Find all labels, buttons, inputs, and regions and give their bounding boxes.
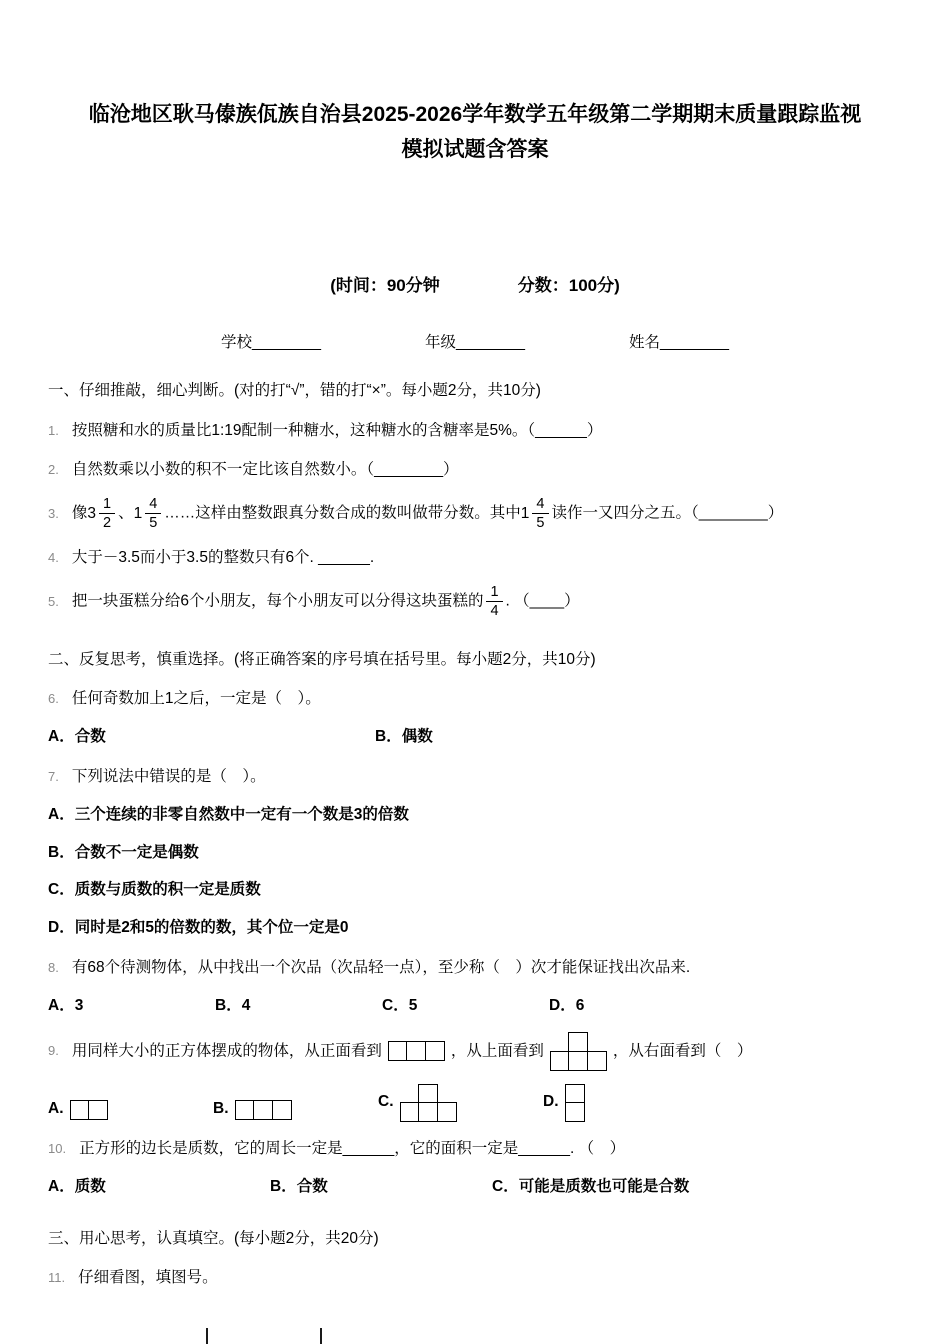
option-b: B．4 <box>215 997 251 1015</box>
fraction-1-4 <box>486 583 502 620</box>
student-info-line <box>48 330 902 352</box>
question-3-number: 3. <box>48 505 59 521</box>
question-8 <box>48 954 902 981</box>
question-11-number: 11. <box>48 1270 66 1286</box>
paper-title-line2: 模拟试题含答案 <box>401 137 549 161</box>
figure-edge <box>320 1328 322 1344</box>
option-d-label: D. <box>543 1093 559 1111</box>
question-5-text-2: . （____） <box>505 592 580 610</box>
option-c <box>378 1084 543 1123</box>
fraction <box>145 495 161 532</box>
section-3-heading: 三、用心思考，认真填空。(每小题2分，共20分) <box>48 1229 379 1247</box>
question-7-option-a: A．三个连续的非零自然数中一定有一个数是3的倍数 <box>48 805 409 823</box>
question-10-options <box>48 1175 902 1200</box>
fraction-numerator: 4 <box>532 495 548 514</box>
paper-title-line1: 临沧地区耿马傣族佤族自治县2025-2026学年数学五年级第二学期期末质量跟踪监视 <box>88 103 862 126</box>
option-a <box>48 1097 213 1122</box>
mixed-fraction-1-4-5-b <box>521 495 552 532</box>
option-d <box>543 1084 591 1123</box>
fraction <box>99 495 115 532</box>
option-b <box>213 1097 378 1122</box>
option-d: D．6 <box>549 997 585 1015</box>
question-1-number: 1. <box>48 422 59 438</box>
option-b: B．合数 <box>270 1178 328 1196</box>
question-10-text: 正方形的边长是质数，它的周长一定是______，它的面积一定是______. （ ） <box>79 1140 626 1157</box>
question-9-number: 9. <box>48 1043 59 1059</box>
top-view-shape <box>550 1032 607 1071</box>
question-7-option-b: B．合数不一定是偶数 <box>48 843 199 861</box>
question-7-number: 7. <box>48 768 59 784</box>
question-8-text: 有68个待测物体，从中找出一个次品（次品轻一点），至少称（ ）次才能保证找出次品来. <box>71 959 691 977</box>
option-c: C．可能是质数也可能是合数 <box>492 1178 690 1196</box>
fraction-denominator: 5 <box>536 515 545 531</box>
option-a-shape <box>70 1100 109 1120</box>
question-3-text-2: ……这样由整数跟真分数合成的数叫做带分数。其中 <box>164 504 521 522</box>
question-3-separator: 、 <box>118 504 134 522</box>
question-3-text-3: 读作一又四分之五。（________） <box>551 504 784 522</box>
question-10-number: 10. <box>48 1141 67 1156</box>
question-9-text-2: ，从上面看到 <box>450 1042 544 1060</box>
question-9-text-1: 用同样大小的正方体摆成的物体，从正面看到 <box>71 1042 382 1060</box>
fraction-numerator: 1 <box>486 583 502 602</box>
mixed-fraction-1-4-5 <box>134 495 165 532</box>
question-11-text: 仔细看图，填图号。 <box>78 1269 218 1287</box>
question-11 <box>48 1264 902 1291</box>
question-8-number: 8. <box>48 960 59 976</box>
fraction-numerator: 1 <box>99 495 115 514</box>
question-5 <box>48 583 902 620</box>
question-9 <box>48 1032 902 1071</box>
question-6-text: 任何奇数加上1之后，一定是（ ）。 <box>71 689 321 707</box>
question-4-number: 4. <box>48 550 59 566</box>
fraction-whole: 1 <box>520 504 530 522</box>
question-6-number: 6. <box>48 690 59 706</box>
question-9-text-3: ，从右面看到（ ） <box>612 1042 753 1060</box>
question-6-options <box>48 725 902 750</box>
paper-title <box>48 98 902 167</box>
question-1 <box>48 417 902 444</box>
cutoff-figure <box>200 1328 340 1344</box>
question-5-text-1: 把一块蛋糕分给6个小朋友，每个小朋友可以分得这块蛋糕的 <box>71 592 484 610</box>
grade-blank: 年级________ <box>425 334 525 352</box>
question-5-number: 5. <box>48 593 59 609</box>
option-a: A．合数 <box>48 727 106 745</box>
question-7 <box>48 763 902 790</box>
option-d-shape <box>565 1084 585 1123</box>
mixed-fraction-3-1-2 <box>87 495 118 532</box>
name-blank: 姓名________ <box>628 334 729 352</box>
question-10 <box>48 1135 902 1162</box>
option-c: C．5 <box>382 997 418 1015</box>
question-7-text: 下列说法中错误的是（ ）。 <box>71 767 266 785</box>
question-1-text: 按照糖和水的质量比1:19配制一种糖水，这种糖水的含糖率是5%。（______） <box>71 421 603 439</box>
question-2-text: 自然数乘以小数的积不一定比该自然数小。（________） <box>71 460 459 478</box>
fraction-denominator: 5 <box>149 515 158 531</box>
fraction <box>532 495 548 532</box>
question-4 <box>48 544 902 571</box>
time-label: (时间：90分钟 <box>330 276 440 296</box>
option-a-label: A. <box>48 1100 64 1118</box>
option-b: B．偶数 <box>375 727 433 745</box>
question-8-options <box>48 994 902 1019</box>
option-c-label: C. <box>378 1093 394 1111</box>
fraction-whole: 1 <box>133 504 143 522</box>
question-3 <box>48 495 902 532</box>
question-3-text-1: 像 <box>71 504 88 522</box>
question-7-option-d: D．同时是2和5的倍数的数，其个位一定是0 <box>48 919 349 937</box>
question-9-options <box>48 1084 902 1123</box>
section-1-heading: 一、仔细推敲，细心判断。(对的打“√”，错的打“×”。每小题2分，共10分) <box>48 382 541 400</box>
fraction-whole: 3 <box>87 504 96 522</box>
question-6 <box>48 685 902 712</box>
question-4-text: 大于－3.5而小于3.5的整数只有6个. ______. <box>71 549 375 567</box>
time-score-line <box>48 271 902 296</box>
question-7-option-c: C．质数与质数的积一定是质数 <box>48 881 261 899</box>
score-label: 分数：100分) <box>517 276 620 296</box>
option-a: A．质数 <box>48 1178 106 1196</box>
option-a: A．3 <box>48 997 84 1015</box>
fraction-denominator: 4 <box>490 603 499 620</box>
figure-edge <box>206 1328 208 1344</box>
option-b-shape <box>235 1100 292 1120</box>
question-2-number: 2. <box>48 461 59 477</box>
option-b-label: B. <box>213 1100 229 1118</box>
section-2-heading: 二、反复思考，慎重选择。(将正确答案的序号填在括号里。每小题2分，共10分) <box>48 650 596 668</box>
front-view-shape <box>388 1041 445 1061</box>
question-2 <box>48 456 902 483</box>
fraction-numerator: 4 <box>145 495 161 514</box>
fraction-denominator: 2 <box>102 515 112 531</box>
option-c-shape <box>400 1084 457 1123</box>
school-blank: 学校________ <box>221 334 322 352</box>
